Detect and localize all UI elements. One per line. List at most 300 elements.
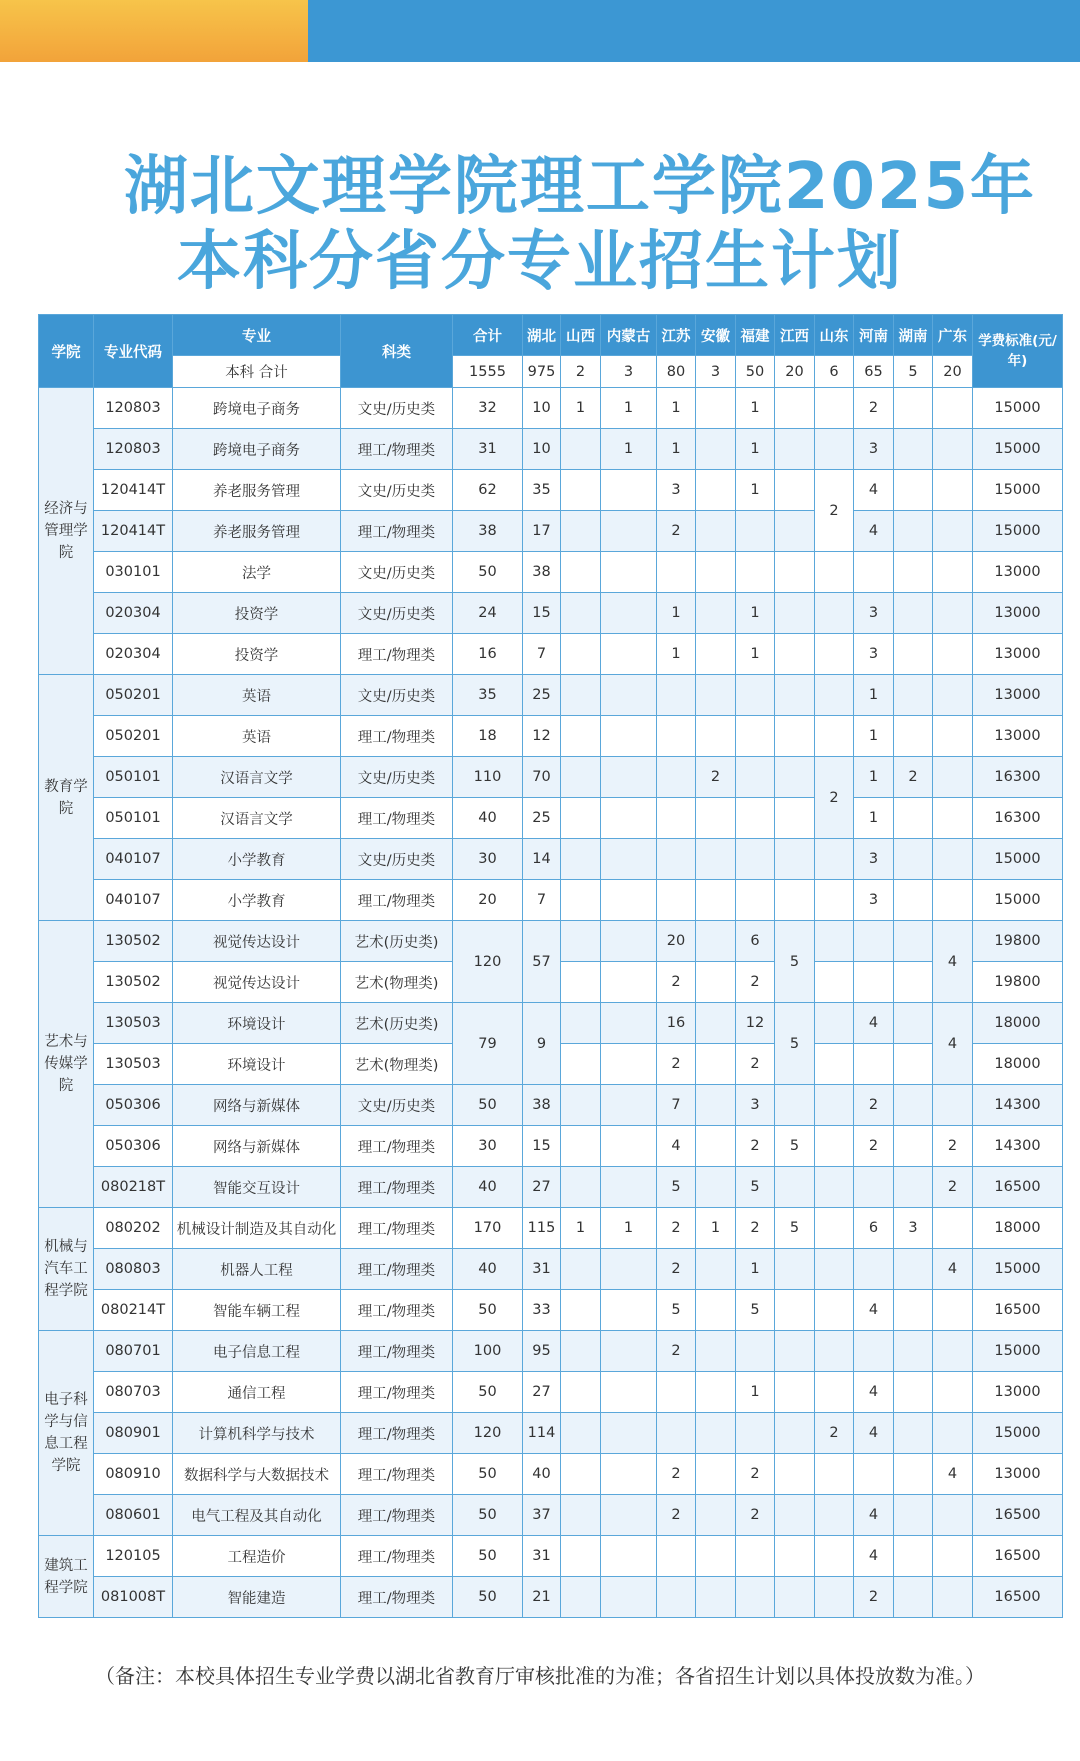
province-count-gd: 2 [933, 1126, 973, 1167]
table-row [39, 552, 1063, 593]
province-count-hn: 4 [854, 1413, 894, 1454]
table-body [39, 388, 1063, 1618]
tuition-fee: 18000 [973, 1208, 1063, 1249]
province-count-hb: 35 [523, 470, 561, 511]
category: 理工/物理类 [341, 1167, 453, 1208]
category: 理工/物理类 [341, 634, 453, 675]
category: 理工/物理类 [341, 1454, 453, 1495]
province-count-hn: 3 [854, 634, 894, 675]
province-count-sx [561, 1372, 601, 1413]
major-code: 130502 [94, 962, 173, 1003]
province-count-jx [775, 1331, 815, 1372]
row-total: 170 [453, 1208, 523, 1249]
province-count-hn: 4 [854, 1495, 894, 1536]
province-count-hun [894, 388, 933, 429]
province-count-ah [696, 880, 736, 921]
province-count-nmg [601, 511, 657, 552]
category: 理工/物理类 [341, 880, 453, 921]
province-count-sd [815, 880, 854, 921]
major-name: 智能建造 [173, 1577, 341, 1618]
province-count-hun [894, 1454, 933, 1495]
province-count-sd [815, 1536, 854, 1577]
major-name: 小学教育 [173, 880, 341, 921]
province-count-ah [696, 675, 736, 716]
row-total: 31 [453, 429, 523, 470]
page-title-line1: 湖北文理学院理工学院2025年 [123, 150, 1037, 224]
province-count-hb: 27 [523, 1167, 561, 1208]
tuition-fee: 16500 [973, 1577, 1063, 1618]
province-count-hun [894, 839, 933, 880]
province-count-fj [736, 675, 775, 716]
category: 理工/物理类 [341, 1413, 453, 1454]
province-count-gd [933, 1413, 973, 1454]
province-count-fj: 1 [736, 1249, 775, 1290]
province-count-hn: 1 [854, 675, 894, 716]
province-count-js [657, 1577, 696, 1618]
table-row [39, 593, 1063, 634]
province-count-js: 2 [657, 1044, 696, 1085]
header-province: 湖南 [894, 315, 933, 356]
row-total: 79 [453, 1003, 523, 1085]
table-row [39, 839, 1063, 880]
province-count-hun [894, 1290, 933, 1331]
category: 理工/物理类 [341, 511, 453, 552]
province-count-hn: 4 [854, 1003, 894, 1044]
row-total: 50 [453, 1495, 523, 1536]
table-row [39, 1577, 1063, 1618]
province-count-hb: 10 [523, 388, 561, 429]
province-count-hun [894, 962, 933, 1003]
major-code: 080202 [94, 1208, 173, 1249]
province-count-gd [933, 1536, 973, 1577]
header-province: 安徽 [696, 315, 736, 356]
province-count-hun [894, 470, 933, 511]
province-count-hun [894, 593, 933, 634]
category: 理工/物理类 [341, 1331, 453, 1372]
major-name: 通信工程 [173, 1372, 341, 1413]
province-count-ah [696, 388, 736, 429]
major-name: 跨境电子商务 [173, 429, 341, 470]
province-count-hun [894, 1044, 933, 1085]
major-name: 电气工程及其自动化 [173, 1495, 341, 1536]
major-code: 120414T [94, 470, 173, 511]
province-count-hun [894, 1249, 933, 1290]
tuition-fee: 13000 [973, 593, 1063, 634]
tuition-fee: 15000 [973, 1249, 1063, 1290]
province-count-hb: 17 [523, 511, 561, 552]
college-name: 电子科学与信息工程学院 [39, 1331, 94, 1536]
major-code: 050201 [94, 675, 173, 716]
province-count-nmg [601, 1454, 657, 1495]
province-count-hun [894, 716, 933, 757]
table-row [39, 1536, 1063, 1577]
province-count-fj: 2 [736, 1495, 775, 1536]
province-count-nmg [601, 675, 657, 716]
major-code: 080218T [94, 1167, 173, 1208]
top-banner [0, 0, 1080, 62]
province-count-hb: 70 [523, 757, 561, 798]
row-total: 62 [453, 470, 523, 511]
college-name: 建筑工程学院 [39, 1536, 94, 1618]
table-row [39, 1331, 1063, 1372]
province-count-sx [561, 757, 601, 798]
province-count-ah [696, 1126, 736, 1167]
row-total: 16 [453, 634, 523, 675]
province-count-fj: 2 [736, 1126, 775, 1167]
major-code: 130503 [94, 1044, 173, 1085]
province-count-hn [854, 921, 894, 962]
province-count-nmg [601, 634, 657, 675]
major-name: 电子信息工程 [173, 1331, 341, 1372]
row-total: 18 [453, 716, 523, 757]
category: 理工/物理类 [341, 1290, 453, 1331]
province-count-sd [815, 1003, 854, 1044]
row-total: 50 [453, 1577, 523, 1618]
row-total: 38 [453, 511, 523, 552]
province-count-sd [815, 388, 854, 429]
province-count-sx [561, 880, 601, 921]
province-count-sd [815, 962, 854, 1003]
province-count-jx [775, 839, 815, 880]
major-name: 环境设计 [173, 1044, 341, 1085]
province-count-js: 2 [657, 1454, 696, 1495]
province-count-gd: 4 [933, 1003, 973, 1085]
province-count-fj [736, 839, 775, 880]
province-count-fj: 2 [736, 1044, 775, 1085]
college-name: 经济与管理学院 [39, 388, 94, 675]
province-count-sx [561, 1044, 601, 1085]
row-total: 50 [453, 1454, 523, 1495]
province-count-ah [696, 634, 736, 675]
table-row [39, 1003, 1063, 1044]
header-major: 专业 [173, 315, 341, 356]
row-total: 50 [453, 1085, 523, 1126]
category: 理工/物理类 [341, 716, 453, 757]
tuition-fee: 13000 [973, 552, 1063, 593]
province-count-hun [894, 798, 933, 839]
province-count-sd [815, 1290, 854, 1331]
province-count-js [657, 880, 696, 921]
province-count-ah [696, 470, 736, 511]
province-count-js [657, 839, 696, 880]
row-total: 32 [453, 388, 523, 429]
major-code: 040107 [94, 880, 173, 921]
row-total: 50 [453, 1372, 523, 1413]
province-count-nmg [601, 1044, 657, 1085]
province-count-fj [736, 1577, 775, 1618]
tuition-fee: 15000 [973, 839, 1063, 880]
province-count-hun [894, 1495, 933, 1536]
province-count-jx [775, 1454, 815, 1495]
summary-value: 3 [601, 356, 657, 388]
province-count-js: 7 [657, 1085, 696, 1126]
province-count-fj [736, 880, 775, 921]
province-count-sx [561, 429, 601, 470]
province-count-js: 2 [657, 1249, 696, 1290]
province-count-gd: 4 [933, 921, 973, 1003]
province-count-jx: 5 [775, 921, 815, 1003]
category: 文史/历史类 [341, 839, 453, 880]
major-name: 跨境电子商务 [173, 388, 341, 429]
college-name: 艺术与传媒学院 [39, 921, 94, 1208]
province-count-hun [894, 1331, 933, 1372]
province-count-hun [894, 511, 933, 552]
province-count-hn: 4 [854, 470, 894, 511]
province-count-hb: 31 [523, 1249, 561, 1290]
province-count-sd [815, 1044, 854, 1085]
major-name: 网络与新媒体 [173, 1126, 341, 1167]
province-count-sx [561, 798, 601, 839]
category: 文史/历史类 [341, 757, 453, 798]
province-count-hun: 2 [894, 757, 933, 798]
category: 艺术(物理类) [341, 1044, 453, 1085]
major-name: 网络与新媒体 [173, 1085, 341, 1126]
province-count-hn [854, 962, 894, 1003]
header-fee: 学费标准(元/年) [973, 315, 1063, 388]
province-count-js [657, 552, 696, 593]
province-count-fj [736, 1413, 775, 1454]
province-count-gd [933, 593, 973, 634]
province-count-ah [696, 921, 736, 962]
province-count-jx [775, 1290, 815, 1331]
province-count-sd: 2 [815, 1413, 854, 1454]
province-count-gd [933, 1577, 973, 1618]
province-count-fj [736, 757, 775, 798]
major-name: 养老服务管理 [173, 470, 341, 511]
row-total: 100 [453, 1331, 523, 1372]
province-count-sd [815, 1454, 854, 1495]
province-count-hb: 14 [523, 839, 561, 880]
province-count-nmg [601, 1331, 657, 1372]
province-count-hb: 7 [523, 880, 561, 921]
province-count-sd [815, 839, 854, 880]
province-count-js: 5 [657, 1290, 696, 1331]
province-count-hn: 3 [854, 429, 894, 470]
province-count-sx [561, 839, 601, 880]
row-total: 120 [453, 1413, 523, 1454]
province-count-jx [775, 1536, 815, 1577]
province-count-nmg [601, 1085, 657, 1126]
major-name: 机器人工程 [173, 1249, 341, 1290]
tuition-fee: 15000 [973, 1331, 1063, 1372]
major-code: 080601 [94, 1495, 173, 1536]
summary-value: 20 [933, 356, 973, 388]
province-count-js: 1 [657, 388, 696, 429]
province-count-hn [854, 1044, 894, 1085]
major-name: 计算机科学与技术 [173, 1413, 341, 1454]
province-count-gd [933, 1208, 973, 1249]
tuition-fee: 14300 [973, 1126, 1063, 1167]
province-count-hb: 25 [523, 675, 561, 716]
category: 艺术(历史类) [341, 1003, 453, 1044]
province-count-jx [775, 634, 815, 675]
province-count-jx: 5 [775, 1003, 815, 1085]
province-count-gd [933, 388, 973, 429]
category: 艺术(物理类) [341, 962, 453, 1003]
province-count-hb: 12 [523, 716, 561, 757]
header-code: 专业代码 [94, 315, 173, 388]
footnote: （备注：本校具体招生专业学费以湖北省教育厅审核批准的为准；各省招生计划以具体投放数为准。） [95, 1664, 985, 1688]
major-code: 120105 [94, 1536, 173, 1577]
province-count-nmg [601, 1577, 657, 1618]
province-count-fj [736, 1331, 775, 1372]
province-count-sx [561, 1126, 601, 1167]
province-count-fj: 1 [736, 593, 775, 634]
province-count-nmg [601, 1126, 657, 1167]
header-province: 山东 [815, 315, 854, 356]
province-count-jx [775, 675, 815, 716]
province-count-gd [933, 429, 973, 470]
province-count-ah [696, 1003, 736, 1044]
province-count-hn [854, 1167, 894, 1208]
province-count-sx [561, 1577, 601, 1618]
province-count-hb: 33 [523, 1290, 561, 1331]
province-count-hn: 2 [854, 388, 894, 429]
province-count-hb: 31 [523, 1536, 561, 1577]
row-total: 50 [453, 552, 523, 593]
province-count-ah: 2 [696, 757, 736, 798]
tuition-fee: 16500 [973, 1536, 1063, 1577]
province-count-hb: 38 [523, 1085, 561, 1126]
province-count-js: 2 [657, 511, 696, 552]
summary-value: 20 [775, 356, 815, 388]
major-code: 080701 [94, 1331, 173, 1372]
category: 文史/历史类 [341, 470, 453, 511]
major-code: 120803 [94, 388, 173, 429]
province-count-ah: 1 [696, 1208, 736, 1249]
tuition-fee: 14300 [973, 1085, 1063, 1126]
province-count-sd [815, 1577, 854, 1618]
province-count-sd [815, 1167, 854, 1208]
table-row [39, 1208, 1063, 1249]
major-code: 080910 [94, 1454, 173, 1495]
province-count-nmg: 1 [601, 1208, 657, 1249]
major-code: 050101 [94, 798, 173, 839]
province-count-js: 16 [657, 1003, 696, 1044]
province-count-hb: 9 [523, 1003, 561, 1085]
table-row [39, 1495, 1063, 1536]
summary-value: 3 [696, 356, 736, 388]
category: 文史/历史类 [341, 552, 453, 593]
table-row [39, 880, 1063, 921]
province-count-hb: 115 [523, 1208, 561, 1249]
table-row [39, 470, 1063, 511]
major-code: 130503 [94, 1003, 173, 1044]
province-count-js [657, 757, 696, 798]
tuition-fee: 15000 [973, 880, 1063, 921]
province-count-gd: 4 [933, 1249, 973, 1290]
province-count-ah [696, 1536, 736, 1577]
province-count-jx [775, 1495, 815, 1536]
province-count-gd [933, 675, 973, 716]
province-count-js [657, 798, 696, 839]
province-count-sx [561, 593, 601, 634]
tuition-fee: 18000 [973, 1044, 1063, 1085]
header-college: 学院 [39, 315, 94, 388]
province-count-hn: 3 [854, 839, 894, 880]
province-count-nmg [601, 1372, 657, 1413]
major-code: 080803 [94, 1249, 173, 1290]
province-count-gd: 2 [933, 1167, 973, 1208]
major-code: 080703 [94, 1372, 173, 1413]
table-row [39, 1249, 1063, 1290]
province-count-js: 2 [657, 962, 696, 1003]
table-row [39, 511, 1063, 552]
province-count-sx [561, 962, 601, 1003]
tuition-fee: 16300 [973, 798, 1063, 839]
category: 理工/物理类 [341, 1495, 453, 1536]
province-count-hb: 37 [523, 1495, 561, 1536]
province-count-hb: 40 [523, 1454, 561, 1495]
major-code: 030101 [94, 552, 173, 593]
major-name: 智能交互设计 [173, 1167, 341, 1208]
province-count-nmg [601, 1003, 657, 1044]
province-count-hun [894, 634, 933, 675]
province-count-ah [696, 1413, 736, 1454]
province-count-fj: 2 [736, 962, 775, 1003]
major-name: 智能车辆工程 [173, 1290, 341, 1331]
table-row [39, 429, 1063, 470]
province-count-nmg [601, 921, 657, 962]
table-row [39, 1126, 1063, 1167]
province-count-sd [815, 675, 854, 716]
province-count-js [657, 716, 696, 757]
row-total: 120 [453, 921, 523, 1003]
province-count-sx [561, 1003, 601, 1044]
province-count-nmg [601, 798, 657, 839]
province-count-js: 2 [657, 1331, 696, 1372]
major-name: 投资学 [173, 593, 341, 634]
province-count-jx: 5 [775, 1208, 815, 1249]
province-count-fj: 2 [736, 1454, 775, 1495]
major-code: 050306 [94, 1126, 173, 1167]
major-code: 081008T [94, 1577, 173, 1618]
province-count-ah [696, 1577, 736, 1618]
province-count-hn: 4 [854, 511, 894, 552]
province-count-hn: 6 [854, 1208, 894, 1249]
province-count-hn [854, 552, 894, 593]
province-count-sd [815, 1208, 854, 1249]
province-count-ah [696, 593, 736, 634]
major-name: 汉语言文学 [173, 757, 341, 798]
header-category: 科类 [341, 315, 453, 388]
province-count-sd [815, 1249, 854, 1290]
province-count-ah [696, 1495, 736, 1536]
row-total: 35 [453, 675, 523, 716]
summary-total: 1555 [453, 356, 523, 388]
province-count-nmg [601, 1413, 657, 1454]
province-count-hn: 1 [854, 716, 894, 757]
province-count-fj: 1 [736, 429, 775, 470]
category: 文史/历史类 [341, 593, 453, 634]
summary-value: 2 [561, 356, 601, 388]
summary-value: 975 [523, 356, 561, 388]
province-count-ah [696, 552, 736, 593]
province-count-hun [894, 1372, 933, 1413]
province-count-hn [854, 1331, 894, 1372]
province-count-jx [775, 511, 815, 552]
province-count-gd [933, 1331, 973, 1372]
province-count-gd [933, 798, 973, 839]
province-count-ah [696, 1044, 736, 1085]
province-count-jx [775, 429, 815, 470]
province-count-hb: 95 [523, 1331, 561, 1372]
province-count-nmg [601, 880, 657, 921]
province-count-js: 2 [657, 1495, 696, 1536]
province-count-jx [775, 593, 815, 634]
province-count-sx [561, 470, 601, 511]
province-count-nmg [601, 470, 657, 511]
